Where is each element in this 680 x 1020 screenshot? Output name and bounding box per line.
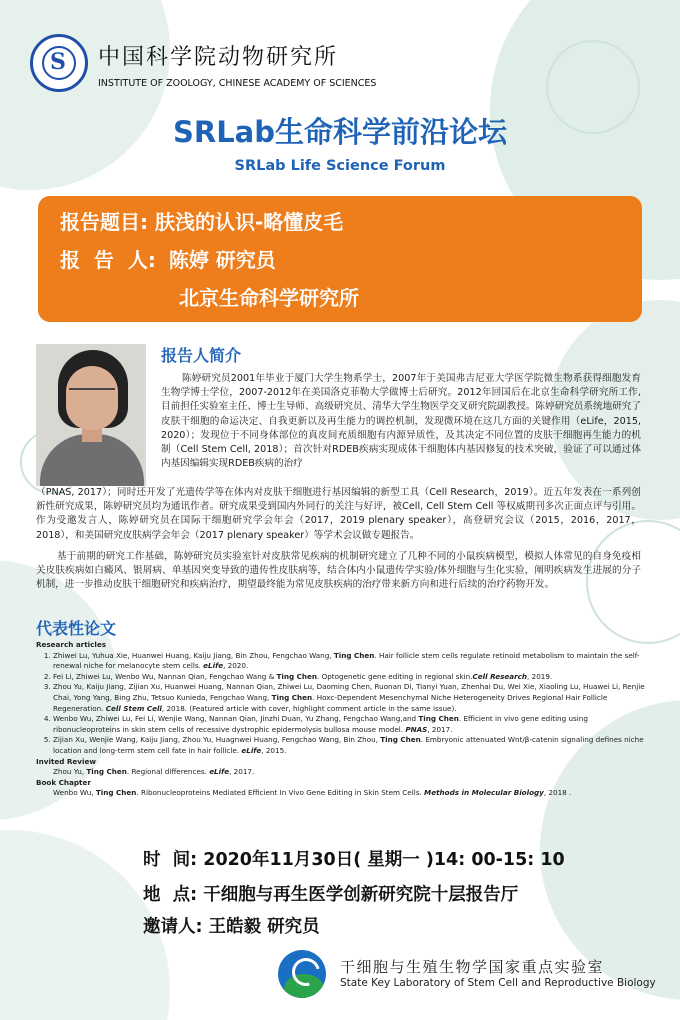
institute-logo-icon: S xyxy=(30,34,88,92)
publication-item xyxy=(53,735,646,756)
ref-title: . Ribonucleoproteins Mediated Efficient In Vivo Gene Editing in Skin Stem Cells. xyxy=(136,788,425,798)
ref-authors: Wenbo Wu, xyxy=(53,788,96,798)
bio-paragraph: 基于前期的研究工作基础，陈婷研究员实验室针对皮肤常见疾病的机制研究建立了几种不同的小鼠疾病模型，模拟人体常见的自身免疫相关皮肤疾病如白癜风、银屑病、单基因突变导致的遗传性皮肤病等，结合体内小鼠遗传学实验/体外细胞与生化实验，阐明疾病发生进展的分子机制，进一步推动皮肤干细胞研究和疾病治疗，期望最终能为常见皮肤疾病的治疗带来新方向和进行后续的治疗药物开发。 xyxy=(36,551,641,591)
speaker-line xyxy=(60,244,276,273)
ref-tail: , 2019. xyxy=(527,671,553,681)
ref-journal: eLife xyxy=(209,767,230,777)
publication-item xyxy=(53,651,646,672)
article-list xyxy=(36,651,646,757)
ref-journal: eLife xyxy=(203,661,224,671)
ref-pi: Ting Chen xyxy=(333,650,375,660)
ref-tail: , 2017. xyxy=(427,724,453,734)
bio-paragraph: 陈婷研究员2001年毕业于厦门大学生物系学士，2007年于美国弗吉尼亚大学医学院微生物系获得细胞发育生物学博士学位，2007-2012年在美国洛克菲勒大学做博士后研究。2012年回国后在北京生命科学研究所工作,目前担任实验室主任、博士生导师、高级研究员、清华大学生物医学交叉研究院副教授。陈婷研究员系统地研究了皮肤干细胞的命运决定、自我更新以及再生能力的调控机制，发现微环境在这几方面的关键作用（eLife，2015, 2020）；发现位于不同身体部位的真皮间充质细胞有内源异质性，及其决定不同位置的皮肤干细胞再生能力的机制（Cell Stem Cell, 2018）；首次针对RDEB疾病实现成体干细胞体内基因修复的技术突破，验证了可以通过体内基因编辑实现RDEB疾病的治疗 xyxy=(161,373,641,470)
bio-paragraph-continued: （PNAS, 2017）；同时还开发了光遗传学等在体内对皮肤干细胞进行基因编辑的新型工具（Cell Research，2019）。近五年发表在一系列创新性研究成果，陈婷研究员均为通讯作者。研究成果受到国内外同行的关注与好评，被Cell, Cell Stem Cell 等权威期刊多次正面点评与引用。作为受邀发言人，陈婷研究员在国际干细胞研究学会年会（2017，2019 plenary speaker），高登研究会议（2015，2016，2017，2018），和美国研究皮肤病学会年会（2017 plenary speaker）等学术会议做专题报告。 xyxy=(36,487,641,541)
ref-title: . Efficient in vivo gene editing using ribonucleoproteins in skin stem cells of recessive dystrophic epidermolysis bullosa mouse model. xyxy=(53,714,588,734)
institute-name-cn: 中国科学院动物研究所 xyxy=(98,45,339,70)
event-place xyxy=(143,881,518,906)
ref-pi: Ting Chen xyxy=(276,671,318,681)
review-entry xyxy=(36,767,646,778)
ref-pi: Ting Chen xyxy=(418,714,459,724)
ref-pi: Ting Chen xyxy=(95,788,137,798)
publication-item xyxy=(53,682,646,714)
topic-label: 报告题目: xyxy=(60,210,148,234)
ref-journal: Cell Research xyxy=(472,671,528,681)
ref-tail: , 2018. (Featured article with cover, highlight comment article in the same issue). xyxy=(161,703,457,713)
forum-title: SRLab生命科学前沿论坛 xyxy=(172,115,508,149)
place-value: 干细胞与再生医学创新研究院十层报告厅 xyxy=(203,885,519,905)
ref-pi: Ting Chen xyxy=(86,767,127,777)
event-host xyxy=(143,913,320,938)
chapter-entry xyxy=(36,788,646,799)
speaker-label: 报 告 人: xyxy=(60,248,156,272)
ref-tail: , 2018 . xyxy=(543,788,572,798)
lab-footer xyxy=(278,950,656,1000)
host-label: 邀请人: xyxy=(143,917,203,937)
book-chapter-label: Book Chapter xyxy=(36,777,91,787)
event-time xyxy=(143,846,565,871)
ref-title: . Hair follicle stem cells regulate retinoid metabolism to maintain the self-renewal niche for melanocyte stem cells. xyxy=(53,650,640,671)
publications-heading: 代表性论文 xyxy=(36,619,117,638)
ref-title: . Regional differences. xyxy=(126,767,210,777)
ref-tail: , 2017. xyxy=(229,767,255,777)
ref-authors: Zhou Yu, xyxy=(53,767,87,777)
place-label: 地 点: xyxy=(143,885,198,905)
lab-name-cn: 干细胞与生殖生物学国家重点实验室 xyxy=(340,958,605,976)
ref-title: . Embryonic attenuated Wnt/β-catenin signaling defines niche location and long-term stem cell fate in hair follicle. xyxy=(53,735,644,755)
speaker-photo xyxy=(36,344,146,486)
ref-journal: eLife xyxy=(241,745,262,755)
ref-title: . Optogenetic gene editing in regional skin. xyxy=(317,671,473,681)
ref-journal: Cell Stem Cell xyxy=(105,703,162,713)
ref-journal: Methods in Molecular Biology xyxy=(424,788,544,798)
forum-subtitle: SRLab Life Science Forum xyxy=(234,158,446,174)
ref-pi: Ting Chen xyxy=(271,692,313,702)
time-value: 2020年11月30日( 星期一 )14: 00-15: 10 xyxy=(203,850,565,870)
speaker-name: 陈婷 研究员 xyxy=(168,248,276,272)
publication-item xyxy=(53,672,646,683)
invited-review-label: Invited Review xyxy=(36,756,96,766)
ref-journal: PNAS xyxy=(405,724,428,734)
ref-tail: , 2020. xyxy=(223,661,249,671)
lab-logo-icon xyxy=(278,950,326,998)
institute-name-en: INSTITUTE OF ZOOLOGY, CHINESE ACADEMY OF SCIENCES xyxy=(98,78,377,89)
talk-banner xyxy=(38,196,642,322)
bio-heading: 报告人简介 xyxy=(161,346,242,365)
ref-pi: Ting Chen xyxy=(380,735,421,745)
research-articles-label: Research articles xyxy=(36,640,107,649)
ref-authors: Zijian Xu, Wenjie Wang, Kaiju Jiang, Zhou Yu, Huagnwei Huang, Fengchao Wang, Bin Zhou, xyxy=(53,735,381,745)
lab-name-en: State Key Laboratory of Stem Cell and Reproductive Biology xyxy=(340,977,656,989)
ref-tail: , 2015. xyxy=(261,745,287,755)
ref-authors: Zhou Yu, Kaiju Jiang, Zijian Xu, Huanwei Huang, Nannan Qian, Zhiwei Lu, Daoming Chen, Ruonan Di, Tianyi Yuan, Zhenhai Du, Wei Xie, Xiaoling Lu, Huawei Li, Renjie Chai, Yong Yang, Bing Zhu, Tetsuo Kunieda, Fengchao Wang, xyxy=(53,682,645,702)
topic-line xyxy=(60,206,343,235)
speaker-affiliation: 北京生命科学研究所 xyxy=(179,286,359,310)
topic-title: 肤浅的认识-略懂皮毛 xyxy=(154,210,344,234)
ref-authors: Fei Li, Zhiwei Lu, Wenbo Wu, Nannan Qian, Fengchao Wang & xyxy=(53,671,277,681)
publication-list xyxy=(36,640,646,799)
ref-authors: Zhiwei Lu, Yuhua Xie, Huanwei Huang, Kaiju Jiang, Bin Zhou, Fengchao Wang, xyxy=(53,650,334,660)
host-value: 王皓毅 研究员 xyxy=(208,917,320,937)
ref-authors: Wenbo Wu, Zhiwei Lu, Fei Li, Wenjie Wang, Nannan Qian, Jinzhi Duan, Yu Zhang, Fengchao Wang,and xyxy=(53,714,419,724)
time-label: 时 间: xyxy=(143,850,198,870)
institute-header xyxy=(30,34,450,94)
publication-item xyxy=(53,714,646,735)
ref-title: . Hoxc-Dependent Mesenchymal Niche Heterogeneity Drives Regional Hair Follicle Regeneration. xyxy=(53,692,608,713)
